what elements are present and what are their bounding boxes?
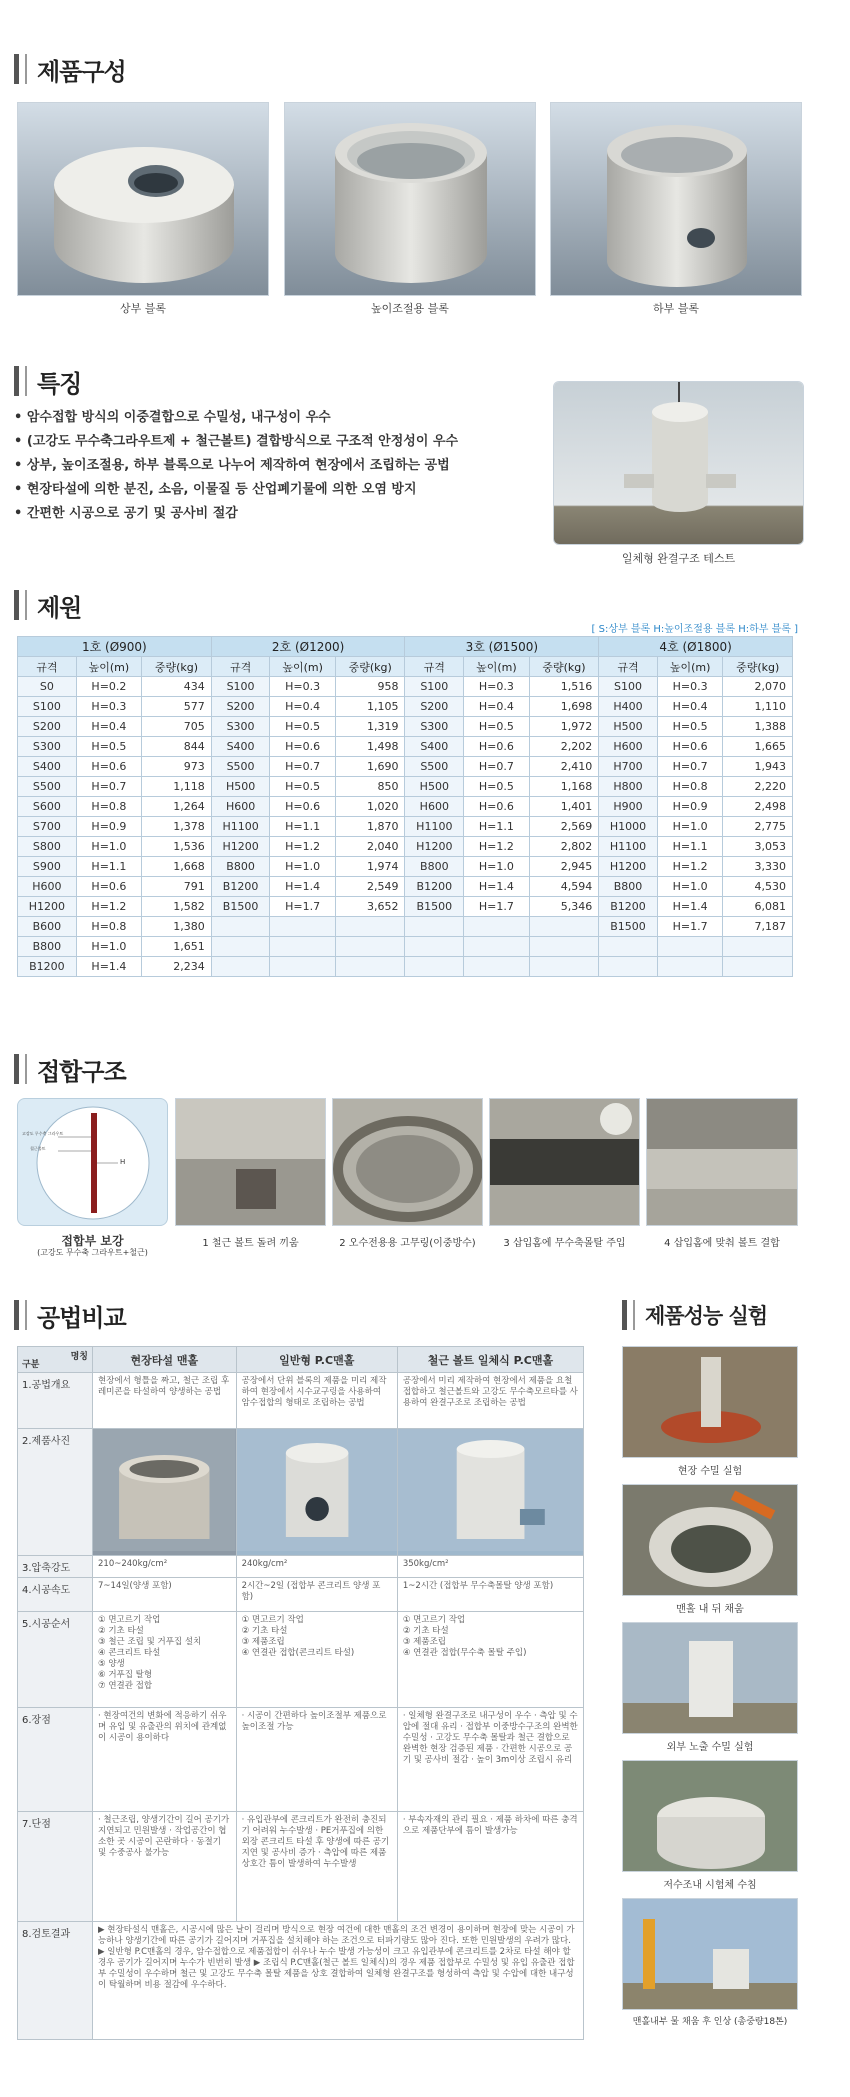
spec-height-cell	[270, 957, 335, 977]
spec-gauge-cell: B1200	[405, 877, 464, 897]
review-result: ▶ 현장타설식 맨홀은, 시공시에 많은 날이 걸리며 방식으로 현장 여건에 대한 맨홀의 조건 변경이 용이하며 현장에 맞는 시공이 가능하나 양생기간에 따른 공기가 길어지며 거푸집을 설치해야 하는 조건으로 터파기량도 많아 진다. 또한 민원발생의 우려가 많다. ▶ 일반형 P.C맨홀의 경우, 암수접합으로 제품접합이 쉬우나 누수 발생 가능성이 크고 유입관부에 콘크리트를 2차로 타설 해야 할 경우 공기가 길어지며 누수가 빈번히 발생 ▶ 조립식 P.C맨홀(철근 볼트 일체식)의 경우 제품 접합부로 수밀성 및 유입 유출관 접합부 수밀성이 우수하며 철근 및 고강도 무수축 몰탈 제품을 상호 결합하여 일체형 완결구조를 형성하여 측압 및 수압에 대한 내구성이 탁월하며 비용 절감에 우수하다.	[93, 1922, 584, 2040]
spec-col-header: 중량(kg)	[529, 657, 599, 677]
spec-height-cell: H=0.3	[76, 697, 141, 717]
spec-gauge-cell: H1200	[18, 897, 77, 917]
spec-gauge-cell: B800	[211, 857, 270, 877]
compare-row-label: 1.공법개요	[18, 1373, 93, 1429]
spec-row	[18, 697, 793, 717]
spec-gauge-cell: S100	[18, 697, 77, 717]
spec-weight-cell: 3,652	[335, 897, 405, 917]
spec-col-header: 규격	[405, 657, 464, 677]
spec-gauge-cell: S900	[18, 857, 77, 877]
spec-height-cell: H=1.7	[464, 897, 529, 917]
exposed-watertight-test-photo	[622, 1622, 798, 1734]
spec-weight-cell: 1,582	[142, 897, 212, 917]
spec-col-header: 규격	[599, 657, 658, 677]
spec-height-cell: H=0.5	[657, 717, 722, 737]
spec-gauge-cell: H900	[599, 797, 658, 817]
spec-height-cell: H=0.5	[76, 737, 141, 757]
spec-gauge-cell: H500	[211, 777, 270, 797]
feature-item: • 간편한 시공으로 공기 및 공사비 절감	[14, 502, 534, 526]
spec-gauge-cell: H1100	[599, 837, 658, 857]
field-watertight-test-photo	[622, 1346, 798, 1458]
spec-height-cell: H=0.6	[270, 737, 335, 757]
section-title-composition: 제품구성	[14, 52, 126, 86]
spec-gauge-cell	[599, 937, 658, 957]
spec-gauge-cell: H1200	[405, 837, 464, 857]
spec-gauge-cell: S100	[599, 677, 658, 697]
tank-immersion-photo	[622, 1760, 798, 1872]
spec-weight-cell	[335, 917, 405, 937]
spec-group-header: 2호 (Ø1200)	[211, 637, 405, 657]
spec-gauge-cell: H800	[599, 777, 658, 797]
spec-gauge-cell: S500	[211, 757, 270, 777]
feature-list	[14, 406, 534, 526]
feature-item: • 현장타설에 의한 분진, 소음, 이물질 등 산업폐기물에 의한 오염 방지	[14, 478, 534, 502]
joint-step-photo-4	[646, 1098, 798, 1226]
spec-height-cell: H=1.4	[76, 957, 141, 977]
spec-gauge-cell: B1500	[405, 897, 464, 917]
spec-gauge-cell: B1200	[599, 897, 658, 917]
spec-row	[18, 757, 793, 777]
spec-col-header: 높이(m)	[76, 657, 141, 677]
spec-gauge-cell: H1200	[599, 857, 658, 877]
spec-weight-cell	[529, 917, 599, 937]
spec-col-header: 높이(m)	[270, 657, 335, 677]
spec-weight-cell: 434	[142, 677, 212, 697]
spec-weight-cell: 2,775	[723, 817, 793, 837]
spec-gauge-cell: H600	[599, 737, 658, 757]
spec-weight-cell: 705	[142, 717, 212, 737]
spec-col-header: 규격	[18, 657, 77, 677]
spec-height-cell: H=1.0	[464, 857, 529, 877]
lower-block-caption: 하부 블록	[652, 302, 699, 315]
compare-cell: 210~240kg/cm²	[93, 1556, 237, 1578]
spec-weight-cell	[529, 937, 599, 957]
spec-height-cell: H=0.7	[657, 757, 722, 777]
spec-gauge-cell: H1000	[599, 817, 658, 837]
spec-gauge-cell: S400	[18, 757, 77, 777]
general-pc-manhole-photo	[236, 1429, 397, 1556]
spec-height-cell: H=0.7	[76, 777, 141, 797]
spec-height-cell	[657, 957, 722, 977]
spec-row	[18, 717, 793, 737]
diagram-label: 철근볼트	[30, 1146, 46, 1151]
spec-weight-cell: 2,234	[142, 957, 212, 977]
upper-block-caption: 상부 블록	[119, 302, 166, 315]
spec-gauge-cell: S300	[405, 717, 464, 737]
spec-weight-cell: 4,530	[723, 877, 793, 897]
spec-gauge-cell: H1100	[405, 817, 464, 837]
joint-caption-sub: (고강도 무수축 그라우트+철근)	[37, 1248, 148, 1257]
spec-legend: [ S:상부 블록 H:높이조절용 블록 H:하부 블록 ]	[591, 624, 798, 635]
spec-gauge-cell: S200	[18, 717, 77, 737]
spec-gauge-cell: S300	[18, 737, 77, 757]
spec-table	[17, 636, 793, 977]
compare-col-header: 일반형 P.C맨홀	[236, 1347, 397, 1373]
compare-cell: 240kg/cm²	[236, 1556, 397, 1578]
spec-gauge-cell: S800	[18, 837, 77, 857]
spec-weight-cell: 1,264	[142, 797, 212, 817]
spec-weight-cell: 1,168	[529, 777, 599, 797]
spec-height-cell: H=0.6	[76, 757, 141, 777]
spec-weight-cell: 1,319	[335, 717, 405, 737]
spec-weight-cell: 1,536	[142, 837, 212, 857]
compare-cell: 2시간~2일 (접합부 콘크리트 양생 포함)	[236, 1578, 397, 1612]
compare-cell: 1~2시간 (접합부 무수축몰탈 양생 포함)	[397, 1578, 583, 1612]
spec-height-cell: H=1.2	[657, 857, 722, 877]
spec-height-cell: H=0.4	[464, 697, 529, 717]
spec-weight-cell: 3,053	[723, 837, 793, 857]
spec-weight-cell: 2,498	[723, 797, 793, 817]
spec-weight-cell: 973	[142, 757, 212, 777]
spec-height-cell: H=0.8	[76, 917, 141, 937]
spec-height-cell: H=0.3	[270, 677, 335, 697]
spec-weight-cell: 1,110	[723, 697, 793, 717]
spec-height-cell: H=0.7	[464, 757, 529, 777]
integrated-test-photo	[553, 381, 804, 545]
joint-caption-main: 접합부 보강	[61, 1234, 124, 1248]
spec-weight-cell: 1,020	[335, 797, 405, 817]
spec-weight-cell: 2,202	[529, 737, 599, 757]
compare-cell: · 일체형 완결구조로 내구성이 우수 · 측압 및 수압에 절대 유리 · 접합부 이중방수구조의 완벽한 수밀성 · 고강도 무수축 몰탈과 철근 결합으로 완벽한 현장 검증된 제품 · 간편한 시공으로 공기 및 공사비 절감 · 높이 3m이상 조립시 유리	[397, 1708, 583, 1812]
spec-gauge-cell: H600	[211, 797, 270, 817]
spec-height-cell: H=0.6	[464, 737, 529, 757]
spec-weight-cell: 2,410	[529, 757, 599, 777]
spec-height-cell: H=1.1	[76, 857, 141, 877]
spec-row	[18, 837, 793, 857]
spec-height-cell: H=0.2	[76, 677, 141, 697]
spec-height-cell: H=1.7	[657, 917, 722, 937]
spec-height-cell	[464, 937, 529, 957]
spec-weight-cell: 1,698	[529, 697, 599, 717]
spec-gauge-cell: S200	[405, 697, 464, 717]
spec-weight-cell: 844	[142, 737, 212, 757]
spec-weight-cell: 1,665	[723, 737, 793, 757]
section-title-features: 특징	[14, 364, 81, 398]
spec-height-cell: H=0.4	[657, 697, 722, 717]
spec-height-cell: H=0.6	[76, 877, 141, 897]
spec-height-cell: H=1.1	[464, 817, 529, 837]
compare-cell: ① 면고르기 작업 ② 기초 타설 ③ 철근 조립 및 거푸집 설치 ④ 콘크리트 타설 ⑤ 양생 ⑥ 거푸집 탈형 ⑦ 연결관 접합	[93, 1612, 237, 1708]
spec-height-cell: H=0.6	[464, 797, 529, 817]
spec-height-cell: H=1.0	[270, 857, 335, 877]
compare-col-header: 현장타설 맨홀	[93, 1347, 237, 1373]
compare-col-header: 철근 볼트 일체식 P.C맨홀	[397, 1347, 583, 1373]
spec-height-cell: H=1.4	[270, 877, 335, 897]
spec-height-cell: H=0.6	[657, 737, 722, 757]
spec-weight-cell	[529, 957, 599, 977]
spec-gauge-cell: S400	[405, 737, 464, 757]
compare-cell: 공장에서 미리 제작하여 현장에서 제품을 요철접합하고 철근볼트와 고강도 무수축모르타를 사용하여 완결구조로 조립하는 공법	[397, 1373, 583, 1429]
spec-height-cell: H=0.4	[76, 717, 141, 737]
spec-weight-cell: 577	[142, 697, 212, 717]
spec-weight-cell: 1,974	[335, 857, 405, 877]
spec-row	[18, 737, 793, 757]
compare-cell: ① 면고르기 작업 ② 기초 타설 ③ 제품조립 ④ 연결관 접합(무수축 몰탈 주입)	[397, 1612, 583, 1708]
compare-cell: · 부속자재의 관리 필요 · 제품 하차에 따른 충격으로 제품단부에 틈이 발생가능	[397, 1812, 583, 1922]
joint-step-caption-2: 2 오수전용용 고무링(이중방수)	[339, 1238, 476, 1249]
spec-weight-cell: 1,388	[723, 717, 793, 737]
spec-weight-cell: 2,802	[529, 837, 599, 857]
joint-diagram	[17, 1098, 168, 1226]
spec-height-cell: H=0.5	[464, 717, 529, 737]
spec-weight-cell	[723, 937, 793, 957]
spec-group-header: 4호 (Ø1800)	[599, 637, 793, 657]
compare-corner: 명칭 구분	[18, 1347, 93, 1373]
spec-row	[18, 877, 793, 897]
spec-gauge-cell	[405, 937, 464, 957]
spec-gauge-cell: B1200	[18, 957, 77, 977]
feature-item: • 암수접합 방식의 이중결합으로 수밀성, 내구성이 우수	[14, 406, 534, 430]
compare-cell: 공장에서 단위 블록의 제품을 미리 제작하여 현장에서 시수교구링을 사용하여 암수접합의 형태로 조립하는 공법	[236, 1373, 397, 1429]
spec-gauge-cell: S0	[18, 677, 77, 697]
spec-height-cell: H=1.4	[657, 897, 722, 917]
spec-height-cell: H=1.0	[657, 877, 722, 897]
spec-height-cell	[270, 937, 335, 957]
joint-step-photo-3	[489, 1098, 640, 1226]
method-compare-table	[17, 1346, 584, 2040]
spec-gauge-cell: H1100	[211, 817, 270, 837]
spec-height-cell: H=0.4	[270, 697, 335, 717]
joint-step-caption-4: 4 삽입홈에 맞춰 볼트 결합	[664, 1238, 780, 1249]
lift-test-photo	[622, 1898, 798, 2010]
integrated-test-caption: 일체형 완결구조 테스트	[621, 552, 736, 565]
spec-gauge-cell: S400	[211, 737, 270, 757]
spec-weight-cell: 2,945	[529, 857, 599, 877]
spec-weight-cell: 1,972	[529, 717, 599, 737]
spec-height-cell: H=1.0	[76, 837, 141, 857]
feature-item: • (고강도 무수축그라우트제 + 철근볼트) 결합방식으로 구조적 안정성이 우수	[14, 430, 534, 454]
spec-col-header: 높이(m)	[657, 657, 722, 677]
compare-row-label: 8.검토결과	[18, 1922, 93, 2040]
spec-weight-cell: 7,187	[723, 917, 793, 937]
spec-weight-cell: 1,498	[335, 737, 405, 757]
spec-row	[18, 937, 793, 957]
spec-height-cell: H=0.9	[76, 817, 141, 837]
spec-row	[18, 797, 793, 817]
spec-group-header: 3호 (Ø1500)	[405, 637, 599, 657]
spec-gauge-cell: H500	[599, 717, 658, 737]
compare-cell: · 유입관부에 콘크리트가 완전히 충진되기 어려워 누수발생 · PE거푸집에 의한 외장 콘크리트 타설 후 양생에 따른 공기 지연 및 공사비 증가 · 측압에 따른 제품 상호간 틈이 발생하여 누수발생	[236, 1812, 397, 1922]
height-block-photo	[284, 102, 536, 296]
spec-gauge-cell	[599, 957, 658, 977]
spec-weight-cell: 1,105	[335, 697, 405, 717]
spec-height-cell	[464, 917, 529, 937]
spec-weight-cell: 4,594	[529, 877, 599, 897]
compare-cell: · 현장여건의 변화에 적응하기 쉬우며 유입 및 유출관의 위치에 관계없이 시공이 용이하다	[93, 1708, 237, 1812]
compare-cell: · 철근조립, 양생기간이 길어 공기가 지연되고 민원발생 · 작업공간이 협소한 곳 시공이 곤란하다 · 동절기 및 수중공사 불가능	[93, 1812, 237, 1922]
spec-height-cell: H=1.1	[270, 817, 335, 837]
spec-height-cell: H=1.0	[76, 937, 141, 957]
spec-gauge-cell: H400	[599, 697, 658, 717]
spec-height-cell: H=0.8	[76, 797, 141, 817]
cast-manhole-photo	[93, 1429, 237, 1556]
diagram-label: H	[120, 1158, 126, 1166]
spec-height-cell: H=1.7	[270, 897, 335, 917]
compare-row-label: 6.장점	[18, 1708, 93, 1812]
compare-cell: · 시공이 간편하다 높이조절부 제품으로 높이조절 가능	[236, 1708, 397, 1812]
spec-height-cell: H=0.3	[657, 677, 722, 697]
spec-gauge-cell: H1200	[211, 837, 270, 857]
joint-step-photo-1	[175, 1098, 326, 1226]
spec-weight-cell: 791	[142, 877, 212, 897]
bolt-pc-manhole-photo	[397, 1429, 583, 1556]
spec-gauge-cell	[405, 957, 464, 977]
spec-height-cell	[270, 917, 335, 937]
spec-row	[18, 957, 793, 977]
spec-col-header: 중량(kg)	[142, 657, 212, 677]
spec-col-header: 중량(kg)	[723, 657, 793, 677]
spec-weight-cell: 1,668	[142, 857, 212, 877]
spec-height-cell: H=0.3	[464, 677, 529, 697]
compare-cell: 7~14일(양생 포함)	[93, 1578, 237, 1612]
diagram-label: 고강도 무수축 그라우트	[22, 1131, 64, 1136]
perf-caption: 현장 수밀 실험	[677, 1466, 743, 1477]
spec-height-cell: H=0.8	[657, 777, 722, 797]
spec-row	[18, 677, 793, 697]
spec-row	[18, 817, 793, 837]
spec-height-cell: H=0.5	[270, 717, 335, 737]
spec-weight-cell	[335, 937, 405, 957]
spec-height-cell: H=0.6	[270, 797, 335, 817]
upper-block-photo	[17, 102, 269, 296]
spec-weight-cell: 1,690	[335, 757, 405, 777]
compare-row-label: 3.압축강도	[18, 1556, 93, 1578]
spec-height-cell: H=0.7	[270, 757, 335, 777]
spec-gauge-cell: H600	[18, 877, 77, 897]
spec-weight-cell: 6,081	[723, 897, 793, 917]
perf-caption: 외부 노출 수밀 실험	[666, 1742, 754, 1753]
spec-weight-cell: 5,346	[529, 897, 599, 917]
joint-step-caption-3: 3 삽입홈에 무수축몰탈 주입	[503, 1238, 626, 1249]
compare-row-label: 5.시공순서	[18, 1612, 93, 1708]
perf-caption: 저수조내 시험체 수침	[663, 1880, 757, 1891]
spec-gauge-cell: B800	[405, 857, 464, 877]
spec-gauge-cell: S100	[211, 677, 270, 697]
spec-weight-cell: 1,401	[529, 797, 599, 817]
spec-gauge-cell: S600	[18, 797, 77, 817]
joint-step-photo-2	[332, 1098, 483, 1226]
spec-weight-cell: 958	[335, 677, 405, 697]
spec-gauge-cell: S100	[405, 677, 464, 697]
spec-gauge-cell: B800	[18, 937, 77, 957]
spec-weight-cell: 2,569	[529, 817, 599, 837]
section-title-specs: 제원	[14, 588, 81, 622]
spec-gauge-cell: H500	[405, 777, 464, 797]
compare-cell: 현장에서 형틀을 짜고, 철근 조립 후 레미콘을 타설하여 양생하는 공법	[93, 1373, 237, 1429]
spec-row	[18, 897, 793, 917]
spec-gauge-cell: S500	[18, 777, 77, 797]
compare-row-label: 7.단점	[18, 1812, 93, 1922]
section-title-performance: 제품성능 실험	[622, 1298, 767, 1332]
spec-gauge-cell: S200	[211, 697, 270, 717]
spec-gauge-cell	[211, 957, 270, 977]
spec-weight-cell: 3,330	[723, 857, 793, 877]
compare-cell: ① 면고르기 작업 ② 기초 타설 ③ 제품조립 ④ 연결관 접합(콘크리트 타설)	[236, 1612, 397, 1708]
spec-height-cell	[464, 957, 529, 977]
spec-gauge-cell: B1500	[211, 897, 270, 917]
lower-block-photo	[550, 102, 802, 296]
height-block-caption: 높이조절용 블록	[371, 302, 449, 315]
spec-gauge-cell	[405, 917, 464, 937]
spec-col-header: 높이(m)	[464, 657, 529, 677]
spec-gauge-cell: H600	[405, 797, 464, 817]
spec-weight-cell: 1,380	[142, 917, 212, 937]
spec-group-header: 1호 (Ø900)	[18, 637, 212, 657]
spec-height-cell: H=0.9	[657, 797, 722, 817]
spec-gauge-cell: B600	[18, 917, 77, 937]
spec-weight-cell: 1,516	[529, 677, 599, 697]
spec-row	[18, 917, 793, 937]
spec-gauge-cell: S500	[405, 757, 464, 777]
spec-height-cell: H=1.0	[657, 817, 722, 837]
compare-row-label: 4.시공속도	[18, 1578, 93, 1612]
spec-gauge-cell: B1500	[599, 917, 658, 937]
section-title-joint: 접합구조	[14, 1052, 126, 1086]
spec-weight-cell: 2,070	[723, 677, 793, 697]
feature-item: • 상부, 높이조절용, 하부 블록으로 나누어 제작하여 현장에서 조립하는 공법	[14, 454, 534, 478]
spec-weight-cell: 2,040	[335, 837, 405, 857]
compare-cell: 350kg/cm²	[397, 1556, 583, 1578]
spec-row	[18, 777, 793, 797]
section-title-method-compare: 공법비교	[14, 1298, 126, 1332]
spec-col-header: 중량(kg)	[335, 657, 405, 677]
spec-row	[18, 857, 793, 877]
spec-gauge-cell: H700	[599, 757, 658, 777]
spec-weight-cell: 1,118	[142, 777, 212, 797]
spec-weight-cell: 2,549	[335, 877, 405, 897]
spec-weight-cell: 1,651	[142, 937, 212, 957]
spec-weight-cell: 1,870	[335, 817, 405, 837]
spec-gauge-cell	[211, 937, 270, 957]
spec-gauge-cell	[211, 917, 270, 937]
spec-col-header: 규격	[211, 657, 270, 677]
spec-height-cell: H=1.2	[76, 897, 141, 917]
backfill-photo	[622, 1484, 798, 1596]
spec-height-cell: H=0.5	[270, 777, 335, 797]
spec-gauge-cell: S300	[211, 717, 270, 737]
spec-height-cell: H=1.2	[270, 837, 335, 857]
spec-height-cell: H=1.2	[464, 837, 529, 857]
perf-caption: 맨홀내부 물 채움 후 인상 (총중량18톤)	[632, 2017, 788, 2027]
spec-weight-cell: 850	[335, 777, 405, 797]
spec-gauge-cell: S700	[18, 817, 77, 837]
spec-weight-cell: 1,378	[142, 817, 212, 837]
perf-caption: 맨홀 내 뒤 채움	[676, 1604, 744, 1615]
spec-height-cell: H=1.1	[657, 837, 722, 857]
spec-weight-cell: 1,943	[723, 757, 793, 777]
spec-height-cell	[657, 937, 722, 957]
spec-gauge-cell: B1200	[211, 877, 270, 897]
spec-weight-cell	[723, 957, 793, 977]
spec-height-cell: H=0.5	[464, 777, 529, 797]
spec-weight-cell: 2,220	[723, 777, 793, 797]
spec-weight-cell	[335, 957, 405, 977]
spec-gauge-cell: B800	[599, 877, 658, 897]
compare-row-label: 2.제품사진	[18, 1429, 93, 1556]
joint-step-caption-1: 1 철근 볼트 돌려 끼움	[202, 1238, 299, 1249]
spec-height-cell: H=1.4	[464, 877, 529, 897]
